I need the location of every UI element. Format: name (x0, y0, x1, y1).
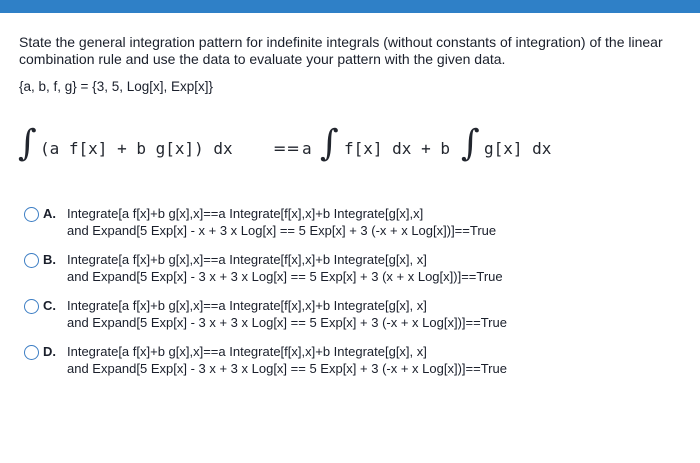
option-text-line1: Integrate[a f[x]+b g[x],x]==a Integrate[f[x],x]+b Integrate[g[x], x] (67, 298, 427, 313)
integral-sign: ∫ (18, 123, 37, 164)
option-a[interactable] (24, 206, 684, 246)
question-text: State the general integration pattern for indefinite integrals (without constants of integration) of the linear combination rule and use the data to evaluate your pattern with the given data. (19, 34, 663, 67)
integral-sign: ∫ (320, 123, 339, 164)
formula-equals: == (273, 139, 300, 158)
radio-button[interactable] (24, 207, 39, 222)
radio-button[interactable] (24, 299, 39, 314)
option-text-line2: and Expand[5 Exp[x] - 3 x + 3 x Log[x] == 5 Exp[x] + 3 (x + x Log[x])]==True (67, 269, 503, 284)
option-text-line1: Integrate[a f[x]+b g[x],x]==a Integrate[f[x],x]+b Integrate[g[x], x] (67, 344, 427, 359)
option-text-line2: and Expand[5 Exp[x] - 3 x + 3 x Log[x] == 5 Exp[x] + 3 (-x + x Log[x])]==True (67, 361, 507, 376)
integration-formula (18, 124, 658, 172)
option-text-line2: and Expand[5 Exp[x] - 3 x + 3 x Log[x] == 5 Exp[x] + 3 (-x + x Log[x])]==True (67, 315, 507, 330)
option-c[interactable] (24, 298, 684, 338)
option-letter: A. (43, 206, 56, 221)
option-b[interactable] (24, 252, 684, 292)
option-letter: D. (43, 344, 56, 359)
header-bar (0, 0, 700, 13)
option-letter: B. (43, 252, 56, 267)
option-text-line1: Integrate[a f[x]+b g[x],x]==a Integrate[f[x],x]+b Integrate[g[x],x] (67, 206, 424, 221)
option-text-line1: Integrate[a f[x]+b g[x],x]==a Integrate[f[x],x]+b Integrate[g[x], x] (67, 252, 427, 267)
integral-sign: ∫ (461, 123, 480, 164)
given-data: {a, b, f, g} = {3, 5, Log[x], Exp[x]} (19, 79, 214, 94)
option-text-line2: and Expand[5 Exp[x] - x + 3 x Log[x] == 5 Exp[x] + 3 (-x + x Log[x])]==True (67, 223, 497, 238)
formula-lhs-body: (a f[x] + b g[x]) dx (40, 139, 233, 158)
formula-coef-a: a (302, 139, 312, 158)
radio-button[interactable] (24, 345, 39, 360)
formula-rhs-body-1: f[x] dx + b (344, 139, 450, 158)
option-d[interactable] (24, 344, 684, 384)
option-letter: C. (43, 298, 56, 313)
formula-rhs-body-2: g[x] dx (484, 139, 552, 158)
radio-button[interactable] (24, 253, 39, 268)
